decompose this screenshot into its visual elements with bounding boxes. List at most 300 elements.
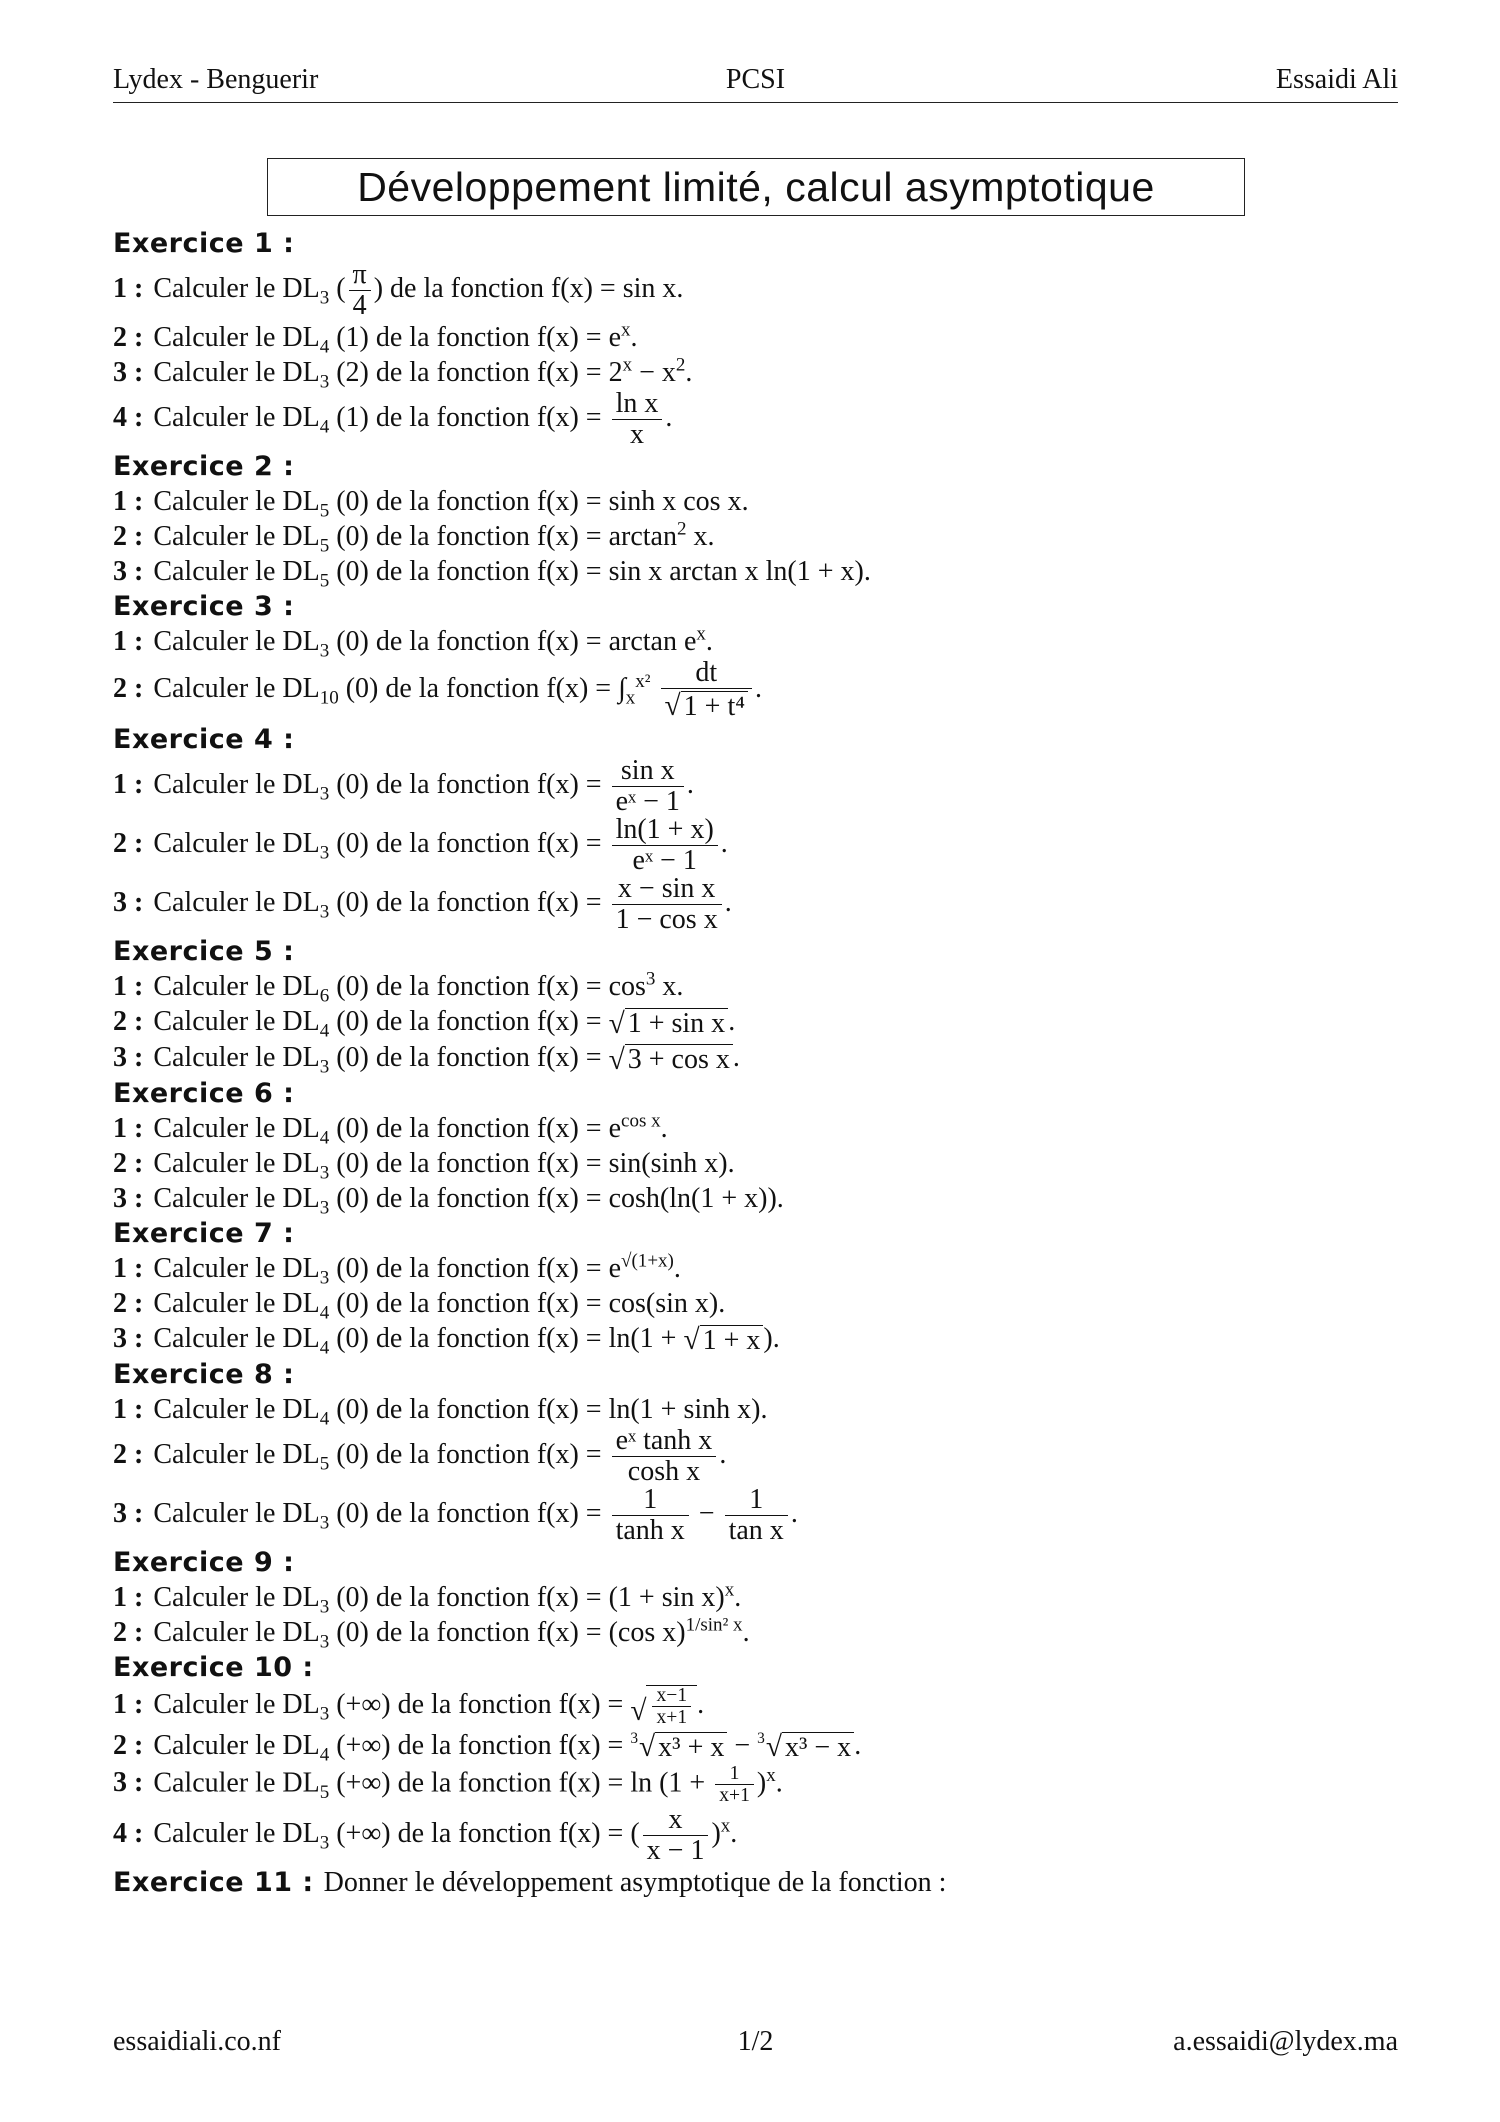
exercise-heading	[113, 1216, 1403, 1251]
math-text: 2	[675, 354, 686, 376]
exercise-heading	[113, 1357, 1403, 1392]
question-number: 2 :	[113, 1616, 144, 1648]
superscript	[635, 671, 650, 692]
question-item	[113, 1286, 1403, 1324]
numerator	[612, 816, 718, 846]
denominator	[612, 905, 722, 934]
exercise-title: Exercice 8 :	[113, 1358, 295, 1390]
math-text: 1	[729, 1762, 740, 1784]
math-text: (+∞) de la fonction f(x) =	[329, 1729, 631, 1761]
question-item	[113, 518, 1403, 557]
subscript	[320, 1453, 330, 1474]
math-text: (0) de la fonction f(x) = arctan	[329, 521, 677, 552]
question-number: 3 :	[113, 556, 144, 587]
math-text: Calculer le DL	[153, 521, 320, 552]
math-text: tanh x	[615, 1514, 685, 1546]
math-text: Calculer le DL	[153, 1438, 320, 1470]
question-item	[113, 1392, 1403, 1430]
math-text: Calculer le DL	[153, 673, 320, 705]
math-text: 4	[319, 1020, 330, 1042]
math-text: .	[705, 626, 713, 657]
math-text: 3	[319, 287, 330, 309]
question-item	[113, 261, 1403, 320]
question-item	[113, 1004, 1403, 1040]
question-item	[113, 816, 1403, 875]
superscript	[725, 1579, 735, 1600]
math-text: x³ − x	[785, 1731, 852, 1763]
question-number: 1 :	[113, 486, 144, 517]
denominator	[349, 291, 371, 320]
exercise-heading	[113, 934, 1403, 969]
math-text: √(1+x)	[621, 1250, 674, 1272]
math-text: 2	[676, 518, 687, 540]
denominator	[612, 846, 718, 875]
denominator	[612, 1516, 689, 1545]
radical-sign: √	[608, 1007, 625, 1040]
question-item	[113, 484, 1403, 522]
subscript	[320, 843, 330, 864]
question-number: 2 :	[113, 828, 144, 860]
exercise-heading	[113, 1650, 1403, 1685]
question-number: 2 :	[113, 673, 144, 705]
math-text: .	[732, 1042, 740, 1074]
question-item	[113, 1250, 1403, 1289]
denominator	[612, 420, 663, 449]
math-text: Calculer le DL	[153, 1112, 320, 1144]
math-text: x+1	[719, 1785, 750, 1807]
math-text: .	[755, 673, 762, 705]
math-text: .	[775, 1767, 783, 1799]
math-text: 3	[319, 1596, 330, 1618]
math-text: .	[630, 322, 638, 353]
question-number: 2 :	[113, 1287, 144, 1319]
math-text: x − sin x	[617, 873, 716, 905]
question-item	[113, 1424, 1403, 1487]
question-number: 1 :	[113, 626, 144, 657]
math-text: (0) de la fonction f(x) =	[329, 1497, 609, 1529]
fraction	[349, 261, 371, 320]
math-text: (1) de la fonction f(x) =	[329, 401, 609, 433]
question-item	[113, 1040, 1403, 1076]
superscript	[621, 1251, 674, 1272]
math-text: Calculer le DL	[153, 401, 320, 433]
math-text: Calculer le DL	[153, 1042, 320, 1074]
math-text: (0) de la fonction f(x) =	[329, 769, 609, 801]
subscript	[320, 688, 339, 709]
subscript	[320, 1744, 330, 1765]
math-text: − x	[632, 357, 676, 388]
math-text: Calculer le DL	[153, 1729, 320, 1761]
math-text: (0) de la fonction f(x) = sin(sinh x).	[329, 1147, 735, 1179]
math-text: 3	[319, 1056, 330, 1078]
root-index: 3	[630, 1730, 639, 1748]
math-text: 3	[319, 1162, 330, 1184]
math-text: Calculer le DL	[153, 1393, 320, 1425]
math-text: (1) de la fonction f(x) = e	[329, 322, 622, 353]
math-text: 3	[319, 1703, 330, 1725]
math-text: (0) de la fonction f(x) =	[329, 1006, 609, 1038]
denominator	[652, 1707, 691, 1728]
fraction	[612, 816, 718, 875]
math-text: 3	[319, 1832, 330, 1854]
math-text: Calculer le DL	[153, 1616, 320, 1648]
question-number: 1 :	[113, 769, 144, 801]
fraction	[652, 1686, 691, 1728]
math-text: (0) de la fonction f(x) = arctan e	[329, 626, 697, 657]
question-number: 1 :	[113, 1252, 144, 1284]
radical-sign: √	[765, 1731, 782, 1764]
math-text: ) de la fonction f(x) = sin x.	[373, 272, 684, 304]
math-text: 1 + t⁴	[683, 690, 745, 722]
math-text: 3	[319, 842, 330, 864]
footer-email: a.essaidi@lydex.ma	[1173, 2026, 1398, 2057]
question-number: 3 :	[113, 357, 144, 388]
fraction	[725, 1483, 788, 1546]
numerator	[612, 757, 684, 787]
square-root	[683, 1324, 763, 1356]
superscript	[623, 355, 633, 376]
math-text: x²	[635, 670, 651, 692]
math-text: .	[790, 1497, 798, 1529]
root-index: 3	[757, 1730, 765, 1748]
math-text: 5	[319, 1453, 330, 1475]
subscript	[320, 571, 330, 592]
math-text: 3	[319, 371, 330, 393]
superscript	[696, 624, 706, 645]
subscript	[320, 1197, 330, 1218]
math-text: Calculer le DL	[153, 887, 320, 919]
radical-sign: √	[683, 1324, 700, 1357]
question-number: 1 :	[113, 1393, 144, 1425]
radical-sign: √	[639, 1731, 656, 1764]
exercise-list	[113, 226, 1403, 1900]
question-number: 4 :	[113, 1817, 144, 1849]
math-text: .	[665, 401, 673, 433]
radical-sign: √	[608, 1043, 625, 1076]
math-text: x	[622, 354, 633, 376]
math-text: (0) de la fonction f(x) = e	[329, 1112, 622, 1144]
superscript	[621, 1111, 661, 1132]
denominator	[661, 689, 752, 722]
math-text: cosh x	[627, 1455, 701, 1487]
question-number: 1 :	[113, 1581, 144, 1613]
math-text: Calculer le DL	[153, 1287, 320, 1319]
question-number: 1 :	[113, 1112, 144, 1144]
math-text: 1	[643, 1483, 658, 1515]
question-number: 3 :	[113, 887, 144, 919]
math-text: .	[854, 1729, 862, 1761]
math-text: .	[720, 828, 728, 860]
math-text	[651, 673, 658, 704]
math-text: Calculer le DL	[153, 1497, 320, 1529]
math-text: .	[734, 1581, 742, 1613]
question-number: 1 :	[113, 971, 144, 1003]
math-text: .	[673, 1252, 681, 1284]
math-text: 3 + cos x	[627, 1044, 730, 1076]
subscript	[320, 288, 330, 309]
math-text: 3	[319, 1197, 330, 1219]
header-class: PCSI	[725, 64, 786, 95]
fraction	[715, 1764, 754, 1806]
superscript	[721, 1815, 731, 1836]
math-text: x	[724, 1579, 735, 1601]
math-text: x.	[686, 521, 715, 552]
math-text: 3	[645, 969, 656, 991]
math-text: (0) de la fonction f(x) = sin x arctan x ln(1 + x).	[329, 556, 871, 587]
math-text: .	[660, 1112, 668, 1144]
math-text: 4	[319, 336, 330, 358]
math-text: −	[727, 1729, 758, 1761]
math-text: x	[766, 1764, 776, 1786]
math-text: −	[691, 1497, 722, 1529]
fraction	[612, 875, 722, 934]
math-text: 3	[319, 1267, 330, 1289]
math-text: 4	[319, 1408, 330, 1430]
question-item	[113, 659, 1403, 722]
math-text: eˣ − 1	[632, 845, 697, 877]
math-text: (0) de la fonction f(x) =	[329, 828, 609, 860]
cube-root	[757, 1731, 854, 1763]
numerator	[661, 659, 752, 689]
math-text: (	[329, 272, 346, 304]
numerator	[612, 390, 663, 420]
header-author: Essaidi Ali	[1275, 64, 1398, 95]
fraction	[612, 390, 663, 449]
question-item	[113, 354, 1403, 393]
fraction	[612, 1483, 689, 1546]
subscript	[320, 1512, 330, 1533]
exercise-title: Exercice 3 :	[113, 591, 295, 622]
question-item	[113, 319, 1403, 358]
math-text: 4	[319, 1337, 330, 1359]
math-text: )	[756, 1767, 767, 1799]
math-text: x	[668, 1803, 683, 1835]
math-text: .	[728, 1006, 736, 1038]
math-text: 4	[319, 1302, 330, 1324]
numerator	[725, 1483, 788, 1516]
fraction	[612, 1424, 717, 1487]
math-text: dt	[695, 657, 718, 688]
radicand	[655, 1732, 727, 1764]
math-text: Calculer le DL	[153, 1252, 320, 1284]
fraction	[612, 757, 684, 816]
math-text: (0) de la fonction f(x) = ln(1 + sinh x).	[329, 1393, 768, 1425]
superscript	[621, 320, 631, 341]
math-text: Calculer le DL	[153, 1767, 320, 1799]
math-text: (0) de la fonction f(x) = sinh x cos x.	[329, 486, 749, 517]
subscript	[320, 1631, 330, 1652]
math-text: (0) de la fonction f(x) = ln(1 +	[329, 1322, 684, 1354]
math-text: (0) de la fonction f(x) = cos(sin x).	[329, 1287, 726, 1319]
math-text: 1 − cos x	[615, 904, 718, 936]
fraction	[661, 659, 752, 722]
math-text: x	[625, 687, 636, 709]
exercise-title: Exercice 2 :	[113, 451, 295, 482]
math-text: 3	[319, 1512, 330, 1534]
radicand	[681, 691, 748, 723]
question-item	[113, 1181, 1403, 1219]
subscript	[320, 1703, 330, 1724]
exercise-title: Exercice 5 :	[113, 936, 295, 968]
math-text: x	[696, 623, 706, 645]
math-text: Calculer le DL	[153, 1322, 320, 1354]
math-text: )	[711, 1817, 721, 1849]
denominator	[643, 1836, 709, 1865]
fraction	[643, 1803, 709, 1866]
math-text: (0) de la fonction f(x) =	[329, 1042, 609, 1074]
question-number: 1 :	[113, 1688, 144, 1720]
exercise-heading	[113, 1545, 1403, 1580]
math-text: 1 + sin x	[627, 1008, 726, 1040]
denominator	[715, 1785, 754, 1806]
exercise-title: Exercice 6 :	[113, 1077, 295, 1109]
math-text: Calculer le DL	[153, 769, 320, 801]
numerator	[612, 875, 722, 905]
subscript	[320, 1832, 330, 1853]
question-item	[113, 1483, 1403, 1546]
subscript	[320, 784, 330, 805]
question-number: 2 :	[113, 1006, 144, 1038]
math-text: .	[719, 1438, 727, 1470]
numerator	[715, 1764, 754, 1786]
math-text: .	[686, 769, 694, 801]
question-item	[113, 1321, 1403, 1357]
superscript	[686, 1614, 743, 1635]
exercise-title: Exercice 1 :	[113, 228, 295, 259]
numerator	[349, 261, 371, 291]
math-text: Calculer le DL	[153, 1688, 320, 1720]
math-text: 1 + x	[702, 1324, 761, 1356]
math-text: 3	[319, 1631, 330, 1653]
math-text: (2) de la fonction f(x) = 2	[329, 357, 623, 388]
question-number: 3 :	[113, 1042, 144, 1074]
math-text: cos x	[621, 1110, 661, 1132]
math-text: .	[685, 357, 693, 388]
square-root	[630, 1685, 697, 1728]
math-text: Calculer le DL	[153, 626, 320, 657]
math-text: ).	[763, 1322, 780, 1354]
radicand	[700, 1325, 764, 1357]
subscript	[320, 1337, 330, 1358]
math-text: Calculer le DL	[153, 1006, 320, 1038]
numerator	[643, 1803, 709, 1836]
square-root	[609, 1008, 729, 1040]
cube-root	[630, 1731, 727, 1763]
exercise-title: Exercice 4 :	[113, 724, 295, 756]
math-text: (0) de la fonction f(x) = ∫	[338, 673, 626, 705]
exercise-heading	[113, 589, 1403, 624]
question-number: 4 :	[113, 401, 144, 433]
page-number: 1/2	[737, 2026, 774, 2057]
footer-website: essaidiali.co.nf	[113, 2026, 281, 2057]
question-item	[113, 1685, 1403, 1728]
math-text: tan x	[728, 1514, 784, 1546]
math-text: 3	[319, 783, 330, 805]
math-text: (0) de la fonction f(x) = (1 + sin x)	[329, 1581, 725, 1613]
header-school: Lydex - Benguerir	[113, 64, 319, 95]
question-item	[113, 1579, 1403, 1618]
subscript	[626, 688, 636, 709]
exercise-heading	[113, 722, 1403, 757]
math-text: 5	[319, 500, 330, 522]
math-text: (0) de la fonction f(x) =	[329, 1438, 609, 1470]
math-text: (0) de la fonction f(x) = cosh(ln(1 + x)).	[329, 1182, 784, 1214]
math-text: 4	[319, 416, 330, 438]
math-text: 10	[319, 687, 339, 709]
exercise-title: Exercice 9 :	[113, 1546, 295, 1578]
math-text: Calculer le DL	[153, 272, 320, 304]
question-item	[113, 1764, 1403, 1806]
exercise-title: Exercice 11 :	[113, 1866, 314, 1898]
math-text: (0) de la fonction f(x) = cos	[329, 971, 646, 1003]
math-text: .	[697, 1688, 705, 1720]
superscript	[646, 969, 656, 990]
math-text: 5	[319, 570, 330, 592]
math-text: 3	[319, 901, 330, 923]
question-item	[113, 1146, 1403, 1184]
math-text: (+∞) de la fonction f(x) = (	[329, 1817, 640, 1849]
math-text: (0) de la fonction f(x) = (cos x)	[329, 1616, 686, 1648]
question-number: 2 :	[113, 1438, 144, 1470]
math-text: x − 1	[646, 1834, 705, 1866]
question-item	[113, 1728, 1403, 1764]
exercise-statement: Donner le développement asymptotique de la fonction :	[323, 1866, 947, 1898]
math-text: (0) de la fonction f(x) = e	[329, 1252, 622, 1284]
math-text: 1	[749, 1483, 764, 1515]
math-text: (+∞) de la fonction f(x) =	[329, 1688, 631, 1720]
math-text: x	[621, 319, 631, 341]
document-title: Développement limité, calcul asymptotique	[267, 158, 1245, 216]
math-text: x−1	[656, 1684, 688, 1706]
exercise-title: Exercice 7 :	[113, 1217, 295, 1249]
question-number: 2 :	[113, 1147, 144, 1179]
radicand	[646, 1685, 697, 1728]
math-text: x+1	[656, 1707, 688, 1729]
math-text: Calculer le DL	[153, 556, 320, 587]
superscript	[766, 1765, 776, 1786]
numerator	[652, 1686, 691, 1708]
question-number: 3 :	[113, 1767, 144, 1799]
math-text: .	[724, 887, 732, 919]
exercise-heading	[113, 1865, 1403, 1900]
question-number: 2 :	[113, 1729, 144, 1761]
math-text: .	[730, 1817, 738, 1849]
subscript	[320, 902, 330, 923]
math-text: 3	[319, 640, 330, 662]
math-text: 1/sin² x	[685, 1614, 743, 1636]
math-text: Calculer le DL	[153, 357, 320, 388]
radicand	[625, 1044, 733, 1076]
denominator	[612, 1457, 717, 1486]
question-number: 3 :	[113, 1497, 144, 1529]
math-text: Calculer le DL	[153, 486, 320, 517]
math-text: x³ + x	[658, 1731, 725, 1763]
question-item	[113, 969, 1403, 1007]
radicand	[625, 1008, 728, 1040]
question-item	[113, 875, 1403, 934]
math-text: (0) de la fonction f(x) =	[329, 887, 609, 919]
math-text: Calculer le DL	[153, 322, 320, 353]
math-text: x	[629, 419, 644, 450]
exercise-title: Exercice 10 :	[113, 1651, 314, 1683]
math-text: Calculer le DL	[153, 828, 320, 860]
math-text: ln x	[615, 388, 659, 419]
math-text: eˣ tanh x	[615, 1424, 713, 1456]
math-text: 5	[319, 1781, 330, 1803]
math-text: Calculer le DL	[153, 1817, 320, 1849]
exercise-heading	[113, 226, 1403, 261]
math-text: Calculer le DL	[153, 1581, 320, 1613]
